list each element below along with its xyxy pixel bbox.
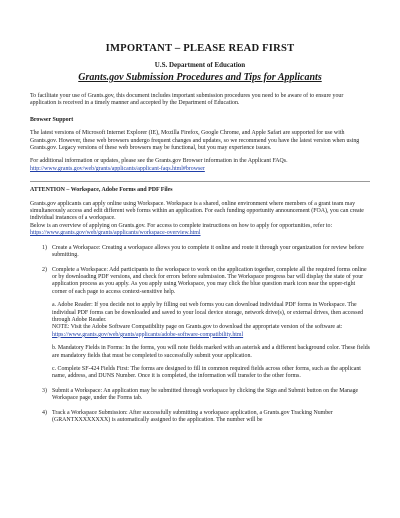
- overview-paragraph: [30, 223, 370, 238]
- department-name: U.S. Department of Education: [154, 61, 246, 69]
- section-divider: [30, 181, 370, 182]
- workspace-paragraph: Grants.gov applicants can apply online using Workspace. Workspace is a shared, online environment where members of a grant team may simultaneously access and edit different web forms within an application. For each funding opportunity announcement (FOA), you can create individual instances of a workspace.: [30, 200, 364, 222]
- adobe-compatibility-link[interactable]: https://www.grants.gov/web/grants/applicants/adobe-software-compatibility.html: [52, 331, 244, 338]
- list-item-text: Complete a Workspace: Add participants to the workspace to work on the application together, complete all the required forms online or by downloading PDF versions, and check for errors before submission. The Workspace progress bar will display the state of your application process as you apply. As you apply using Workspace, you may click the blue question mark icon near the upper-right corner of each page to access context-sensitive help.: [52, 266, 367, 295]
- adobe-note: [52, 324, 370, 339]
- list-item-number: 1): [42, 244, 47, 251]
- browser-support-paragraph: The latest versions of Microsoft Internet Explorer (IE), Mozilla Firefox, Google Chrome, and Apple Safari are supported for use with Grants.gov. However, these web browsers undergo frequent changes and updates, so we recommend you have the latest version when using Grants.gov. Legacy versions of these web browsers may be functional, but you may experience issues.: [30, 130, 360, 152]
- list-item: [30, 245, 370, 260]
- browser-support-heading: Browser Support: [30, 116, 74, 123]
- list-item-text: Submit a Workspace: An application may be submitted through workspace by clicking the Sign and Submit button on the Manage Workspace page, under the Forms tab.: [52, 387, 359, 402]
- list-item: [30, 388, 370, 403]
- list-item-text: Track a Workspace Submission: After successfully submitting a workspace application, a Grants.gov Tracking Number (GRANTXXXXXXXX) is automatically assigned to the application. The number will be: [52, 409, 333, 423]
- list-item-number: 4): [42, 409, 47, 416]
- overview-text: Below is an overview of applying on Grants.gov. For access to complete instructions on how to apply for opportunities, refer to:: [30, 222, 333, 229]
- workspace-overview-link[interactable]: https://www.grants.gov/web/grants/applicants/workspace-overview.html: [30, 230, 201, 237]
- list-item: [30, 410, 370, 425]
- list-item: [30, 267, 370, 381]
- adobe-note-text: NOTE: Visit the Adobe Software Compatibility page on Grants.gov to download the appropriate version of the software at:: [52, 324, 343, 331]
- document-subtitle: Grants.gov Submission Procedures and Tips for Applicants: [78, 72, 322, 83]
- attention-heading: ATTENTION – Workspace, Adobe Forms and PDF Files: [30, 187, 173, 194]
- browser-info-text: For additional information or updates, please see the Grants.gov Browser information in the Applicant FAQs.: [30, 158, 288, 165]
- page-title: IMPORTANT – PLEASE READ FIRST: [105, 43, 295, 54]
- list-item-text: Create a Workspace: Creating a workspace allows you to complete it online and route it through your organization for review before submitting.: [52, 244, 364, 259]
- mandatory-fields-text: b. Mandatory Fields in Forms: In the forms, you will note fields marked with an asterisk and a different background color. These fields are mandatory fields that must be completed to successfully submit your application.: [52, 345, 370, 359]
- sf424-text: c. Complete SF-424 Fields First: The forms are designed to fill in common required fields across other forms, such as the applicant name, address, and DUNS Number. Once it is completed, the information will transfer to the other forms.: [52, 365, 361, 380]
- list-item-number: 3): [42, 387, 47, 394]
- browser-faq-link[interactable]: http://www.grants.gov/web/grants/applicants/applicant-faqs.html#browser: [30, 165, 205, 172]
- browser-info-paragraph: [30, 158, 370, 173]
- intro-paragraph: To facilitate your use of Grants.gov, this document includes important submission procedures you need to be aware of to ensure your application is received in a timely manner and accepted by the Department of Education.: [30, 93, 344, 107]
- list-item-number: 2): [42, 266, 47, 273]
- adobe-reader-text: a. Adobe Reader: If you decide not to apply by filling out web forms you can download individual PDF forms in Workspace. The individual PDF forms can be downloaded and saved to your local device storage, network drive(s), or external drives, then accessed through Adobe Reader.: [52, 302, 364, 323]
